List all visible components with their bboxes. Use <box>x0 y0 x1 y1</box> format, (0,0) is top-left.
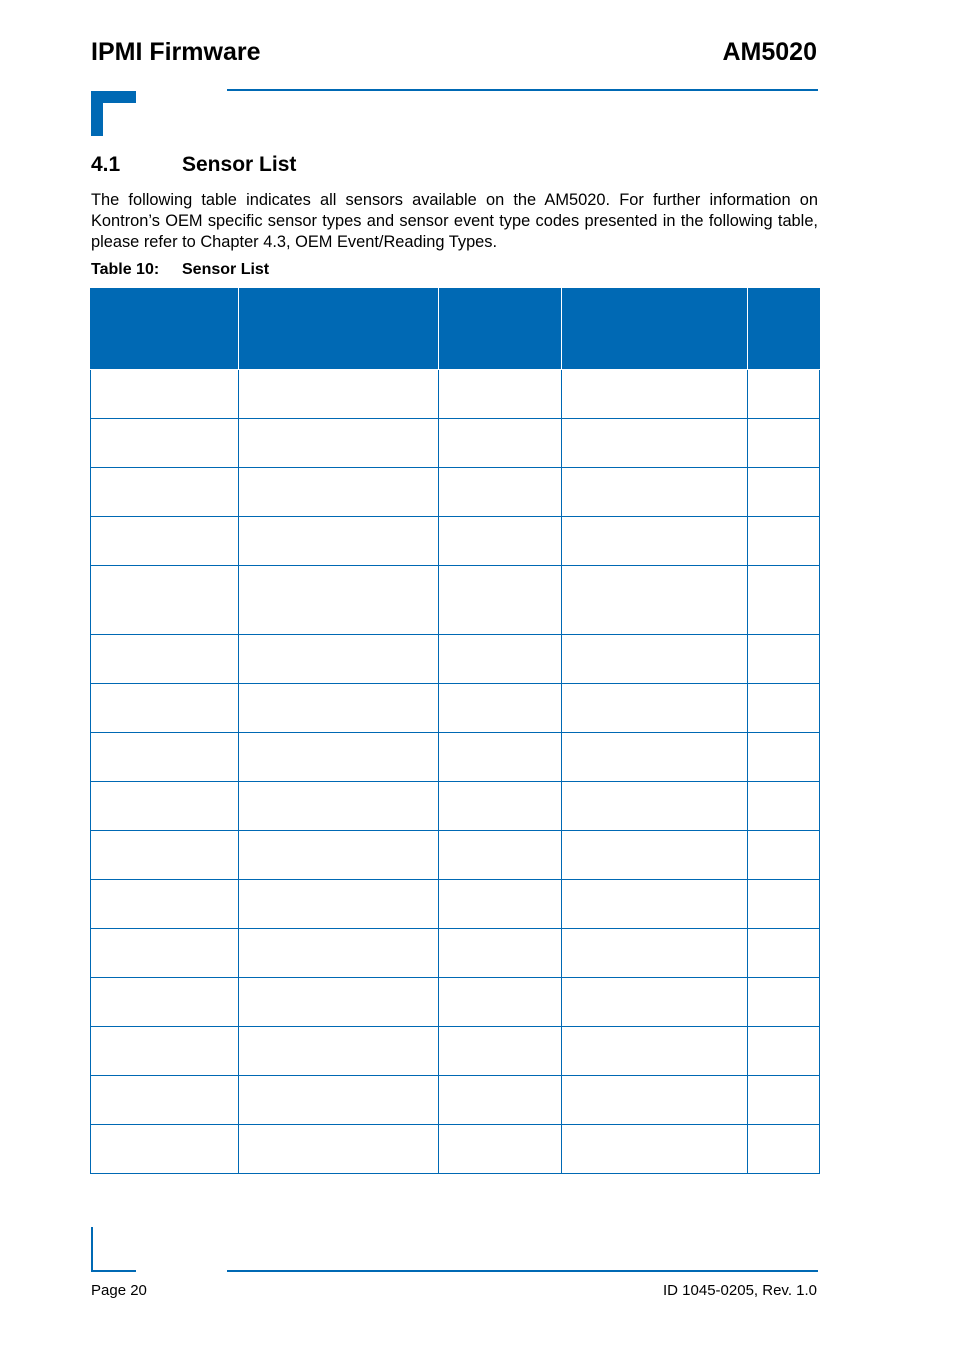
table-cell <box>562 978 748 1027</box>
table-cell <box>439 517 562 566</box>
table-cell <box>91 782 239 831</box>
table-cell <box>439 566 562 635</box>
table-cell <box>748 635 820 684</box>
table-cell <box>748 419 820 468</box>
table-row <box>91 468 820 517</box>
table-cell <box>239 733 439 782</box>
footer-rule <box>227 1270 818 1272</box>
table-cell <box>239 419 439 468</box>
table-cell <box>562 880 748 929</box>
table-cell <box>239 880 439 929</box>
table-cell <box>239 978 439 1027</box>
table-cell <box>239 468 439 517</box>
table-cell <box>91 1076 239 1125</box>
table-cell <box>91 929 239 978</box>
table-cell <box>439 419 562 468</box>
table-cell <box>91 566 239 635</box>
table-row <box>91 1125 820 1174</box>
table-cell <box>562 566 748 635</box>
table-cell <box>562 517 748 566</box>
section-number: 4.1 <box>91 153 121 176</box>
table-cell <box>239 370 439 419</box>
document-id: ID 1045-0205, Rev. 1.0 <box>663 1282 817 1299</box>
corner-mark-bottom-vertical <box>91 1227 93 1272</box>
table-cell <box>91 370 239 419</box>
table-cell <box>439 978 562 1027</box>
table-row <box>91 831 820 880</box>
intro-paragraph: The following table indicates all sensors available on the AM5020. For further information on Kontron’s OEM specific sensor types and sensor event type codes presented in the following table, please refer to Chapter 4.3, OEM Event/Reading Types. <box>91 191 818 251</box>
table-cell <box>748 1076 820 1125</box>
table-cell <box>748 370 820 419</box>
table-cell <box>562 1125 748 1174</box>
table-cell <box>239 1027 439 1076</box>
table-cell <box>439 635 562 684</box>
table-row <box>91 1076 820 1125</box>
table-cell <box>239 1076 439 1125</box>
table-row <box>91 880 820 929</box>
table-cell <box>91 1125 239 1174</box>
table-row <box>91 733 820 782</box>
header-rule <box>227 89 818 91</box>
table-cell <box>439 929 562 978</box>
table-cell <box>748 517 820 566</box>
table-cell <box>439 1076 562 1125</box>
table-cell <box>562 831 748 880</box>
page-number: Page 20 <box>91 1282 147 1299</box>
table-cell <box>91 733 239 782</box>
table-cell <box>239 831 439 880</box>
table-cell <box>748 831 820 880</box>
table-row <box>91 1027 820 1076</box>
corner-mark-top-vertical <box>91 91 103 136</box>
table-caption <box>91 261 269 279</box>
table-cell <box>562 1076 748 1125</box>
table-cell <box>562 468 748 517</box>
table-row <box>91 978 820 1027</box>
table-cell <box>91 468 239 517</box>
table-header-row <box>91 289 820 370</box>
table-cell <box>748 566 820 635</box>
table-row <box>91 929 820 978</box>
corner-mark-bottom-horizontal <box>91 1270 136 1272</box>
table-row <box>91 684 820 733</box>
table-cell <box>91 978 239 1027</box>
table-cell <box>91 419 239 468</box>
table-cell <box>562 684 748 733</box>
table-cell <box>562 733 748 782</box>
table-header-cell <box>91 289 239 370</box>
table-cell <box>239 684 439 733</box>
table-cell <box>439 468 562 517</box>
table-cell <box>748 733 820 782</box>
product-name: AM5020 <box>722 38 817 66</box>
table-cell <box>239 929 439 978</box>
table-cell <box>439 370 562 419</box>
table-row <box>91 419 820 468</box>
table-cell <box>748 1027 820 1076</box>
table-cell <box>91 880 239 929</box>
table-cell <box>91 831 239 880</box>
table-cell <box>239 635 439 684</box>
table-cell <box>562 1027 748 1076</box>
table-cell <box>748 468 820 517</box>
table-cell <box>439 880 562 929</box>
table-header-cell <box>239 289 439 370</box>
table-header-cell <box>562 289 748 370</box>
sensor-list-table <box>90 288 820 1174</box>
table-cell <box>562 929 748 978</box>
table-row <box>91 782 820 831</box>
table-row <box>91 635 820 684</box>
table-caption-title: Sensor List <box>182 261 270 278</box>
table-cell <box>439 733 562 782</box>
table-cell <box>748 1125 820 1174</box>
table-row <box>91 517 820 566</box>
table-cell <box>562 782 748 831</box>
table-caption-label: Table 10: <box>91 261 160 278</box>
table-cell <box>748 929 820 978</box>
table-row <box>91 566 820 635</box>
table-row <box>91 370 820 419</box>
table-cell <box>439 831 562 880</box>
table-cell <box>748 782 820 831</box>
table-cell <box>439 782 562 831</box>
table-cell <box>239 1125 439 1174</box>
table-cell <box>439 684 562 733</box>
table-cell <box>439 1027 562 1076</box>
table-cell <box>91 517 239 566</box>
table-cell <box>91 1027 239 1076</box>
table-cell <box>562 419 748 468</box>
table-header-cell <box>748 289 820 370</box>
table-header-cell <box>439 289 562 370</box>
section-title: Sensor List <box>182 153 297 176</box>
table-cell <box>239 517 439 566</box>
section-heading <box>91 153 296 177</box>
table-cell <box>748 684 820 733</box>
table-cell <box>439 1125 562 1174</box>
table-cell <box>91 635 239 684</box>
table-cell <box>91 684 239 733</box>
table-cell <box>239 782 439 831</box>
table-cell <box>562 635 748 684</box>
table-cell <box>239 566 439 635</box>
table-cell <box>748 880 820 929</box>
document-title: IPMI Firmware <box>91 38 261 66</box>
table-cell <box>562 370 748 419</box>
table-cell <box>748 978 820 1027</box>
